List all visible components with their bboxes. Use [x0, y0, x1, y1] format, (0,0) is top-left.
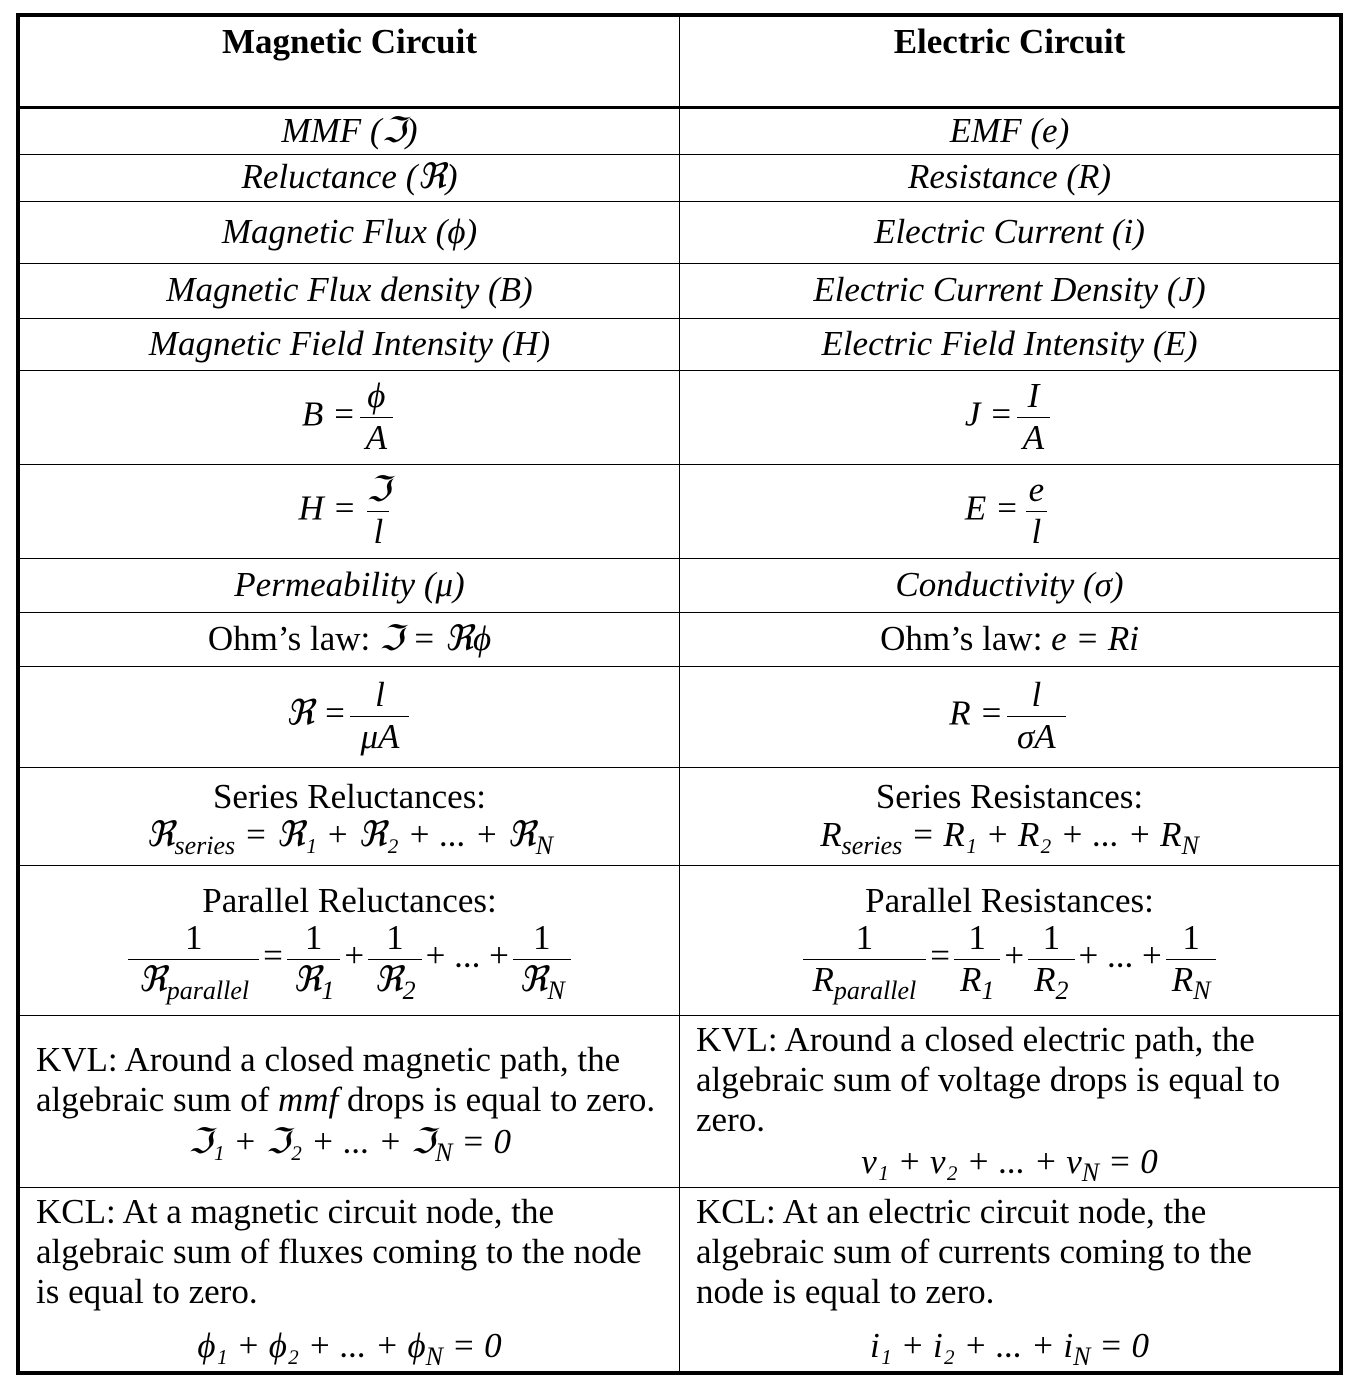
kcl-magnetic: KCL: At a magnetic circuit node, the algebraic sum of fluxes coming to the node is equal to zero. ϕ₁ + ϕ₂ + ... + $\phi_N = 0$: [18, 1187, 680, 1373]
kcl-electric: KCL: At an electric circuit node, the algebraic sum of currents coming to the node is equal to zero. i₁ + i₂ + ... + $i_N = 0$: [680, 1187, 1342, 1373]
b-den: A: [360, 417, 393, 457]
e-den: l: [1026, 511, 1048, 551]
row-mmf: [18, 107, 1341, 154]
j-lhs: J =: [964, 394, 1013, 434]
row-permeability: [18, 558, 1341, 612]
res-den: σA: [1007, 716, 1066, 756]
kcl-ele-equation: i₁ + i₂ + ... + $i_N = 0$: [869, 1326, 1150, 1372]
ohm-ele-label: Ohm’s law:: [880, 618, 1043, 658]
row-parallel: [18, 865, 1341, 1015]
ohm-electric: [680, 612, 1342, 666]
e-lhs: E =: [964, 488, 1019, 528]
flux-density-cell: Magnetic Flux density (B): [18, 263, 680, 318]
series-ele-label: Series Resistances:: [875, 776, 1144, 816]
row-h-equation: [18, 464, 1341, 558]
header-electric: Electric Circuit: [680, 15, 1342, 107]
series-ele-equation: $R_{series} = R_1 + R_2$ + ... + $R_N$: [820, 815, 1199, 860]
kvl-mag-equation: ℑ₁ + ℑ₂ + ... + ℑ$_N$ = 0: [187, 1122, 512, 1168]
mmf-cell: MMF (ℑ): [18, 107, 680, 154]
h-lhs: H =: [298, 488, 357, 528]
resistance-cell: Resistance (R): [680, 154, 1342, 201]
j-den: A: [1017, 417, 1050, 457]
series-reluctances: [18, 767, 680, 865]
permeability-cell: Permeability (μ): [18, 558, 680, 612]
parallel-mag-equation: $\frac{1}{ℜ_{parallel}}$ = $\frac{1}{ℜ_1}$ + $\frac{1}{ℜ_2}$ + ... + $\frac{1}{ℜ_N}$: [124, 936, 574, 975]
series-mag-label: Series Reluctances:: [212, 776, 487, 816]
series-resistances: [680, 767, 1342, 865]
row-ohm: [18, 612, 1341, 666]
rel-lhs: ℜ =: [285, 693, 347, 733]
parallel-reluctances: [18, 865, 680, 1015]
res-lhs: R =: [949, 693, 1004, 733]
parallel-mag-label: Parallel Reluctances:: [202, 880, 497, 920]
b-equation: [18, 370, 680, 464]
kvl-magnetic: KVL: Around a closed magnetic path, the algebraic sum of mmf drops is equal to zero. ℑ₁ + ℑ₂ + ... + ℑ$_N$ = 0: [18, 1015, 680, 1187]
row-density: [18, 263, 1341, 318]
kcl-mag-equation: ϕ₁ + ϕ₂ + ... + $\phi_N = 0$: [197, 1326, 502, 1372]
row-reluctance: [18, 154, 1341, 201]
header-magnetic: Magnetic Circuit: [18, 15, 680, 107]
reluctance-equation: [18, 666, 680, 767]
current-density-cell: Electric Current Density (J): [680, 263, 1342, 318]
parallel-ele-equation: $\frac{1}{R_{parallel}}$ = $\frac{1}{R_1}$ + $\frac{1}{R_2}$ + ... + $\frac{1}{R_N}$: [799, 936, 1221, 975]
row-r-equation: [18, 666, 1341, 767]
row-b-equation: [18, 370, 1341, 464]
series-mag-equation: ℜ$_{series}$ = ℜ₁ + ℜ₂ + ... + ℜ$_N$: [145, 815, 554, 860]
row-kvl: [18, 1015, 1341, 1187]
h-den: l: [367, 511, 389, 551]
rel-num: l: [375, 675, 385, 715]
ohm-mag-label: Ohm’s law:: [207, 618, 371, 658]
row-flux: [18, 201, 1341, 263]
header-row: [18, 15, 1341, 107]
conductivity-cell: Conductivity (σ): [680, 558, 1342, 612]
row-kcl: [18, 1187, 1341, 1373]
reluctance-cell: Reluctance (ℜ): [18, 154, 680, 201]
e-equation: [680, 464, 1342, 558]
row-series: [18, 767, 1341, 865]
current-cell: Electric Current (i): [680, 201, 1342, 263]
res-num: l: [1031, 675, 1042, 715]
analogy-table: [16, 13, 1343, 1375]
magnetic-intensity-cell: Magnetic Field Intensity (H): [18, 318, 680, 370]
j-equation: [680, 370, 1342, 464]
h-num: ℑ: [366, 469, 391, 509]
flux-cell: Magnetic Flux (ϕ): [18, 201, 680, 263]
kvl-electric: KVL: Around a closed electric path, the algebraic sum of voltage drops is equal to zero. v₁ + v₂ + ... + $v_N = 0$: [680, 1015, 1342, 1187]
parallel-resistances: [680, 865, 1342, 1015]
rel-den: μA: [350, 716, 409, 756]
parallel-ele-label: Parallel Resistances:: [865, 880, 1154, 920]
e-num: e: [1028, 469, 1045, 509]
ohm-ele-eq: e = Ri: [1051, 618, 1139, 658]
resistance-equation: [680, 666, 1342, 767]
h-equation: [18, 464, 680, 558]
j-num: I: [1027, 375, 1040, 415]
kvl-ele-equation: v₁ + v₂ + ... + $v_N = 0$: [861, 1142, 1158, 1188]
electric-intensity-cell: Electric Field Intensity (E): [680, 318, 1342, 370]
emf-cell: EMF (e): [680, 107, 1342, 154]
ohm-mag-eq: ℑ = ℜϕ: [378, 618, 492, 658]
row-intensity: [18, 318, 1341, 370]
b-lhs: B =: [301, 394, 356, 434]
ohm-magnetic: [18, 612, 680, 666]
b-num: ϕ: [367, 375, 386, 415]
